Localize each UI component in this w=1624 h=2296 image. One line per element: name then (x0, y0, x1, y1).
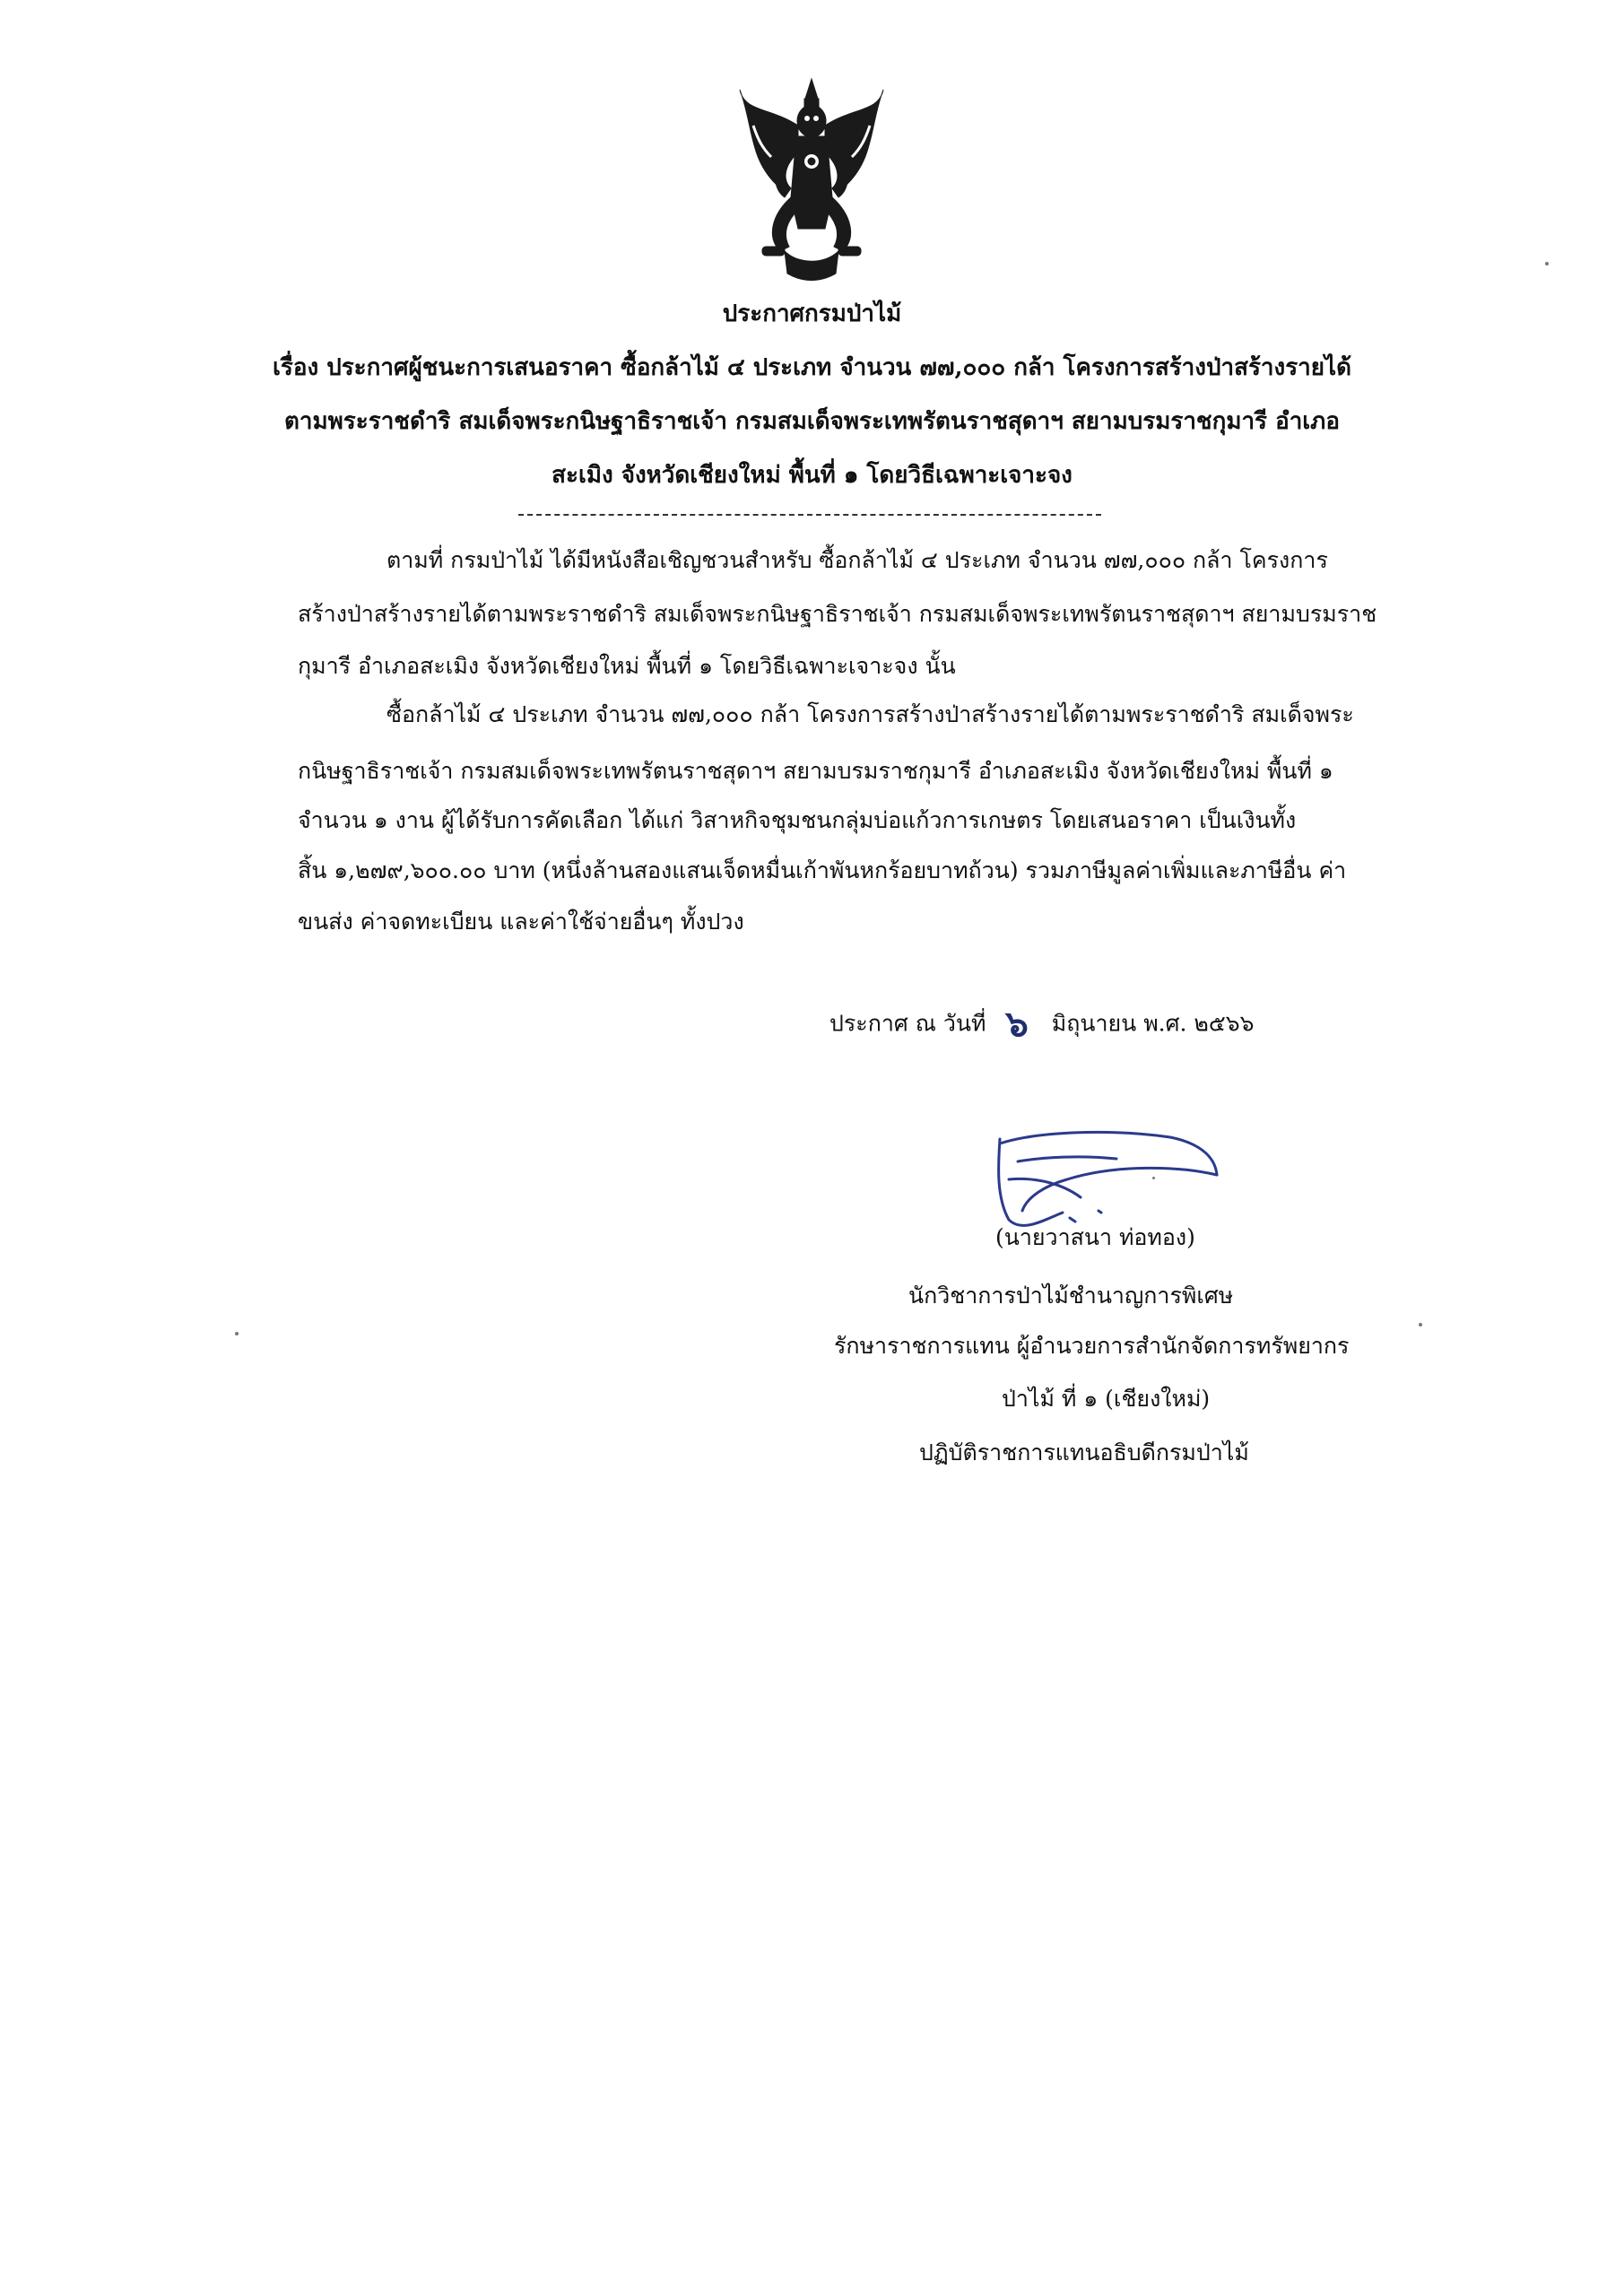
date-suffix: มิถุนายน พ.ศ. ๒๕๖๖ (1051, 1010, 1255, 1037)
paragraph1-line: กุมารี อำเภอสะเมิง จังหวัดเชียงใหม่ พื้นที่ ๑ โดยวิธีเฉพาะเจาะจง นั้น (298, 653, 956, 679)
paragraph2-line: ขนส่ง ค่าจดทะเบียน และค่าใช้จ่ายอื่นๆ ทั้งปวง (298, 909, 744, 935)
paragraph1-line: ตามที่ กรมป่าไม้ ได้มีหนังสือเชิญชวนสำหรับ ซื้อกล้าไม้ ๔ ประเภท จำนวน ๗๗,๐๐๐ กล้า โครงการ (386, 547, 1328, 573)
signatory-position: ป่าไม้ ที่ ๑ (เชียงใหม่) (1002, 1386, 1211, 1412)
subject-line: ตามพระราชดำริ สมเด็จพระกนิษฐาธิราชเจ้า กรมสมเด็จพระเทพรัตนราชสุดาฯ สยามบรมราชกุมารี อำเภอ (284, 408, 1340, 435)
announcement-date (829, 1000, 1255, 1047)
document-title: ประกาศกรมป่าไม้ (722, 300, 902, 327)
paragraph2-line: ซื้อกล้าไม้ ๔ ประเภท จำนวน ๗๗,๐๐๐ กล้า โครงการสร้างป่าสร้างรายได้ตามพระราชดำริ สมเด็จพระ (386, 701, 1354, 727)
paragraph1-line: สร้างป่าสร้างรายได้ตามพระราชดำริ สมเด็จพระกนิษฐาธิราชเจ้า กรมสมเด็จพระเทพรัตนราชสุดาฯ สยามบรมราช (298, 601, 1377, 627)
paragraph2-line: กนิษฐาธิราชเจ้า กรมสมเด็จพระเทพรัตนราชสุดาฯ สยามบรมราชกุมารี อำเภอสะเมิง จังหวัดเชียงใหม่ พื้นที่ ๑ (298, 758, 1333, 784)
title-divider (518, 514, 1101, 516)
signatory-position: รักษาราชการแทน ผู้อำนวยการสำนักจัดการทรัพยากร (834, 1333, 1350, 1359)
subject-line: เรื่อง ประกาศผู้ชนะการเสนอราคา ซื้อกล้าไม้ ๔ ประเภท จำนวน ๗๗,๐๐๐ กล้า โครงการสร้างป่าสร้างรายได้ (273, 354, 1351, 381)
scan-speck (1545, 262, 1549, 265)
date-day-handwritten: ๖ (1005, 1003, 1029, 1045)
paragraph2-line: สิ้น ๑,๒๗๙,๖๐๐.๐๐ บาท (หนึ่งล้านสองแสนเจ็ดหมื่นเก้าพันหกร้อยบาทถ้วน) รวมภาษีมูลค่าเพิ่มและภาษีอื่น ค่า (298, 857, 1347, 883)
signatory-name: (นายวาสนา ท่อทอง) (995, 1224, 1195, 1250)
date-prefix: ประกาศ ณ วันที่ (829, 1010, 986, 1037)
paragraph2-line: จำนวน ๑ งาน ผู้ได้รับการคัดเลือก ได้แก่ วิสาหกิจชุมชนกลุ่มบ่อแก้วการเกษตร โดยเสนอราคา เป็นเงินทั้ง (298, 807, 1297, 833)
signatory-position: นักวิชาการป่าไม้ชำนาญการพิเศษ (908, 1283, 1234, 1309)
garuda-emblem-icon (735, 72, 888, 287)
signatory-position: ปฏิบัติราชการแทนอธิบดีกรมป่าไม้ (919, 1439, 1249, 1465)
subject-line: สะเมิง จังหวัดเชียงใหม่ พื้นที่ ๑ โดยวิธีเฉพาะเจาะจง (551, 462, 1073, 489)
scan-speck (1152, 1177, 1155, 1179)
scan-speck (1419, 1323, 1422, 1326)
scan-speck (235, 1332, 239, 1335)
